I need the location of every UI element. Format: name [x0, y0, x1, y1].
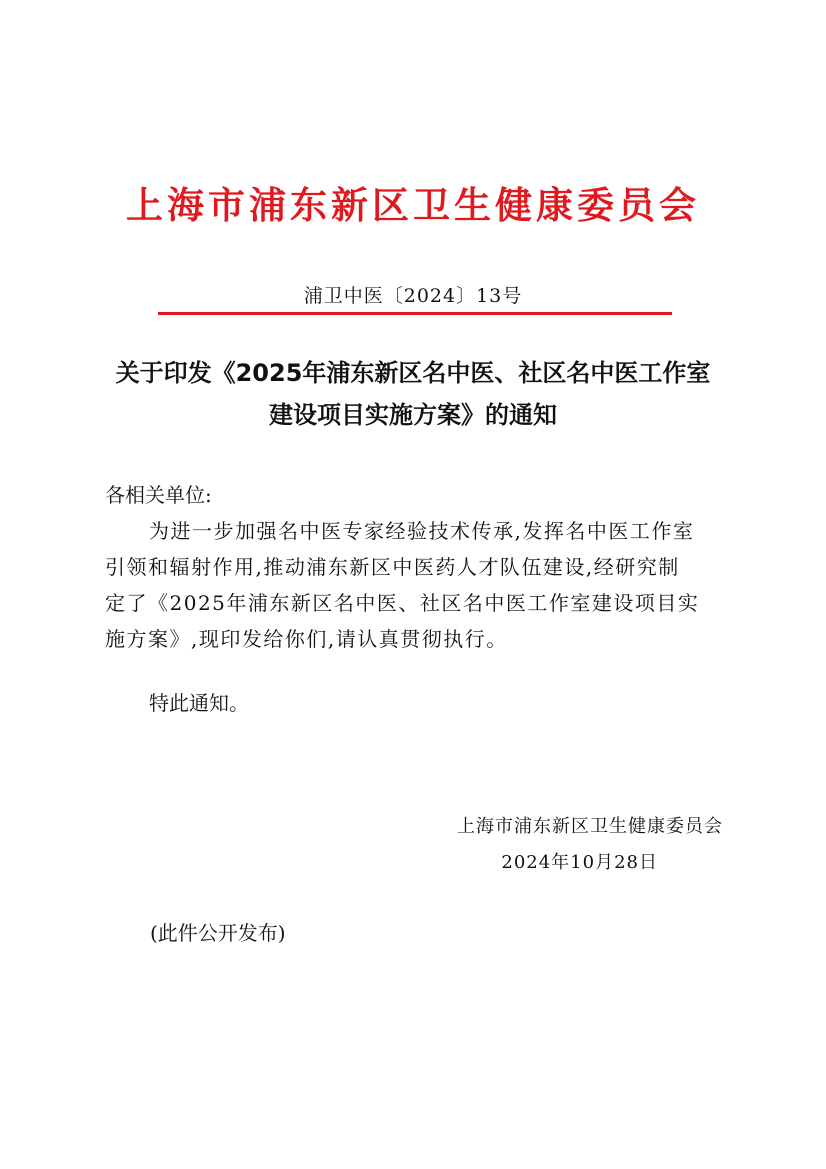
- red-divider-line: [158, 312, 672, 315]
- salutation: 各相关单位:: [105, 483, 212, 507]
- body-line: 为进一步加强名中医专家经验技术传承,发挥名中医工作室: [149, 519, 695, 543]
- document-title-line-1: 关于印发《2025年浦东新区名中医、社区名中医工作室: [115, 359, 711, 387]
- issuer-header: 上海市浦东新区卫生健康委员会: [126, 184, 700, 227]
- closing-remark: 特此通知。: [149, 691, 249, 715]
- document-title-line-2: 建设项目实施方案》的通知: [269, 401, 557, 429]
- publish-note: (此件公开发布): [150, 921, 286, 945]
- signature-date: 2024年10月28日: [501, 852, 658, 873]
- signature-organization: 上海市浦东新区卫生健康委员会: [457, 816, 723, 837]
- body-line: 引领和辐射作用,推动浦东新区中医药人才队伍建设,经研究制: [105, 555, 680, 579]
- body-line: 施方案》,现印发给你们,请认真贯彻执行。: [105, 627, 508, 651]
- document-title: [90, 352, 736, 436]
- body-paragraph: [105, 513, 721, 657]
- document-number: 浦卫中医〔2024〕13号: [303, 285, 523, 307]
- body-line: 定了《2025年浦东新区名中医、社区名中医工作室建设项目实: [105, 591, 700, 615]
